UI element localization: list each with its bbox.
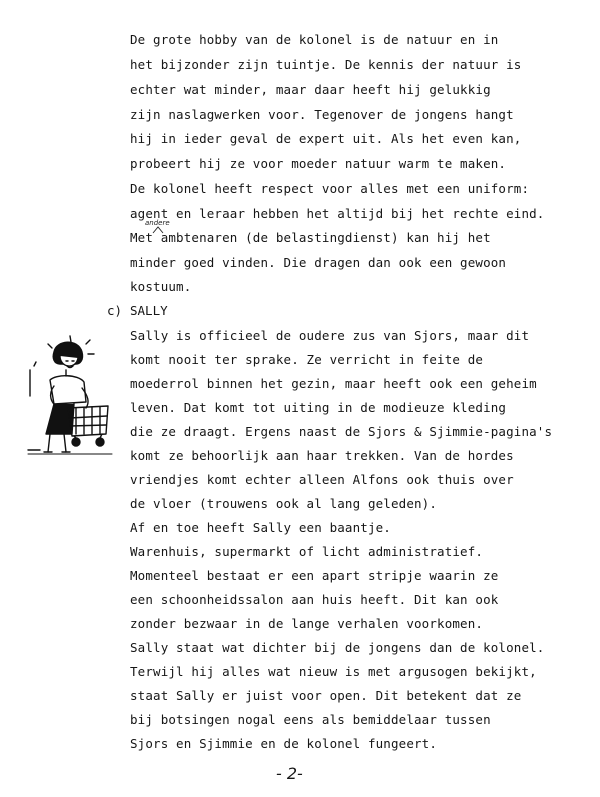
text-line: De kolonel heeft respect voor alles met een uniform: [130,181,530,196]
text-line: probeert hij ze voor moeder natuur warm te maken. [130,156,507,171]
handwritten-correction: andere [145,219,170,227]
page-number: - 2- [276,764,303,783]
text-line: Af en toe heeft Sally een baantje. [130,520,391,535]
text-line: echter wat minder, maar daar heeft hij gelukkig [130,82,491,97]
text-line: de vloer (trouwens ook al lang geleden). [130,496,438,511]
text-line: kostuum. [130,279,192,294]
text-line: staat Sally er juist voor open. Dit betekent dat ze [130,688,522,703]
text-line: een schoonheidssalon aan huis heeft. Dit kan ook [130,592,499,607]
text-line: Terwijl hij alles wat nieuw is met argusogen bekijkt, [130,664,537,679]
text-line: Met ambtenaren (de belastingdienst) kan hij het [130,230,491,245]
text-line: zijn naslagwerken voor. Tegenover de jongens hangt [130,107,514,122]
text-line: hij in ieder geval de expert uit. Als het even kan, [130,131,522,146]
text-line: komt ze behoorlijk aan haar trekken. Van de hordes [130,448,514,463]
caret-mark-icon [152,226,166,234]
text-line: De grote hobby van de kolonel is de natuur en in [130,32,499,47]
text-line: moederrol binnen het gezin, maar heeft ook een geheim [130,376,537,391]
sally-illustration-icon [26,330,114,462]
section-heading: SALLY [130,303,168,318]
text-line: minder goed vinden. Die dragen dan ook een gewoon [130,255,507,270]
text-line: Sally is officieel de oudere zus van Sjors, maar dit [130,328,530,343]
text-line: die ze draagt. Ergens naast de Sjors & Sjimmie-pagina's [130,424,553,439]
text-line: komt nooit ter sprake. Ze verricht in feite de [130,352,484,367]
text-line: leven. Dat komt tot uiting in de modieuze kleding [130,400,507,415]
text-line: agent en leraar hebben het altijd bij het rechte eind. [130,206,545,221]
text-line: zonder bezwaar in de lange verhalen voorkomen. [130,616,484,631]
text-line: vriendjes komt echter alleen Alfons ook thuis over [130,472,514,487]
text-line: het bijzonder zijn tuintje. De kennis der natuur is [130,57,522,72]
text-line: Momenteel bestaat er een apart stripje waarin ze [130,568,499,583]
text-line: bij botsingen nogal eens als bemiddelaar tussen [130,712,491,727]
section-marker: c) [107,303,123,318]
text-line: Sally staat wat dichter bij de jongens dan de kolonel. [130,640,545,655]
text-line: Sjors en Sjimmie en de kolonel fungeert. [130,736,438,751]
text-line: Warenhuis, supermarkt of licht administratief. [130,544,484,559]
